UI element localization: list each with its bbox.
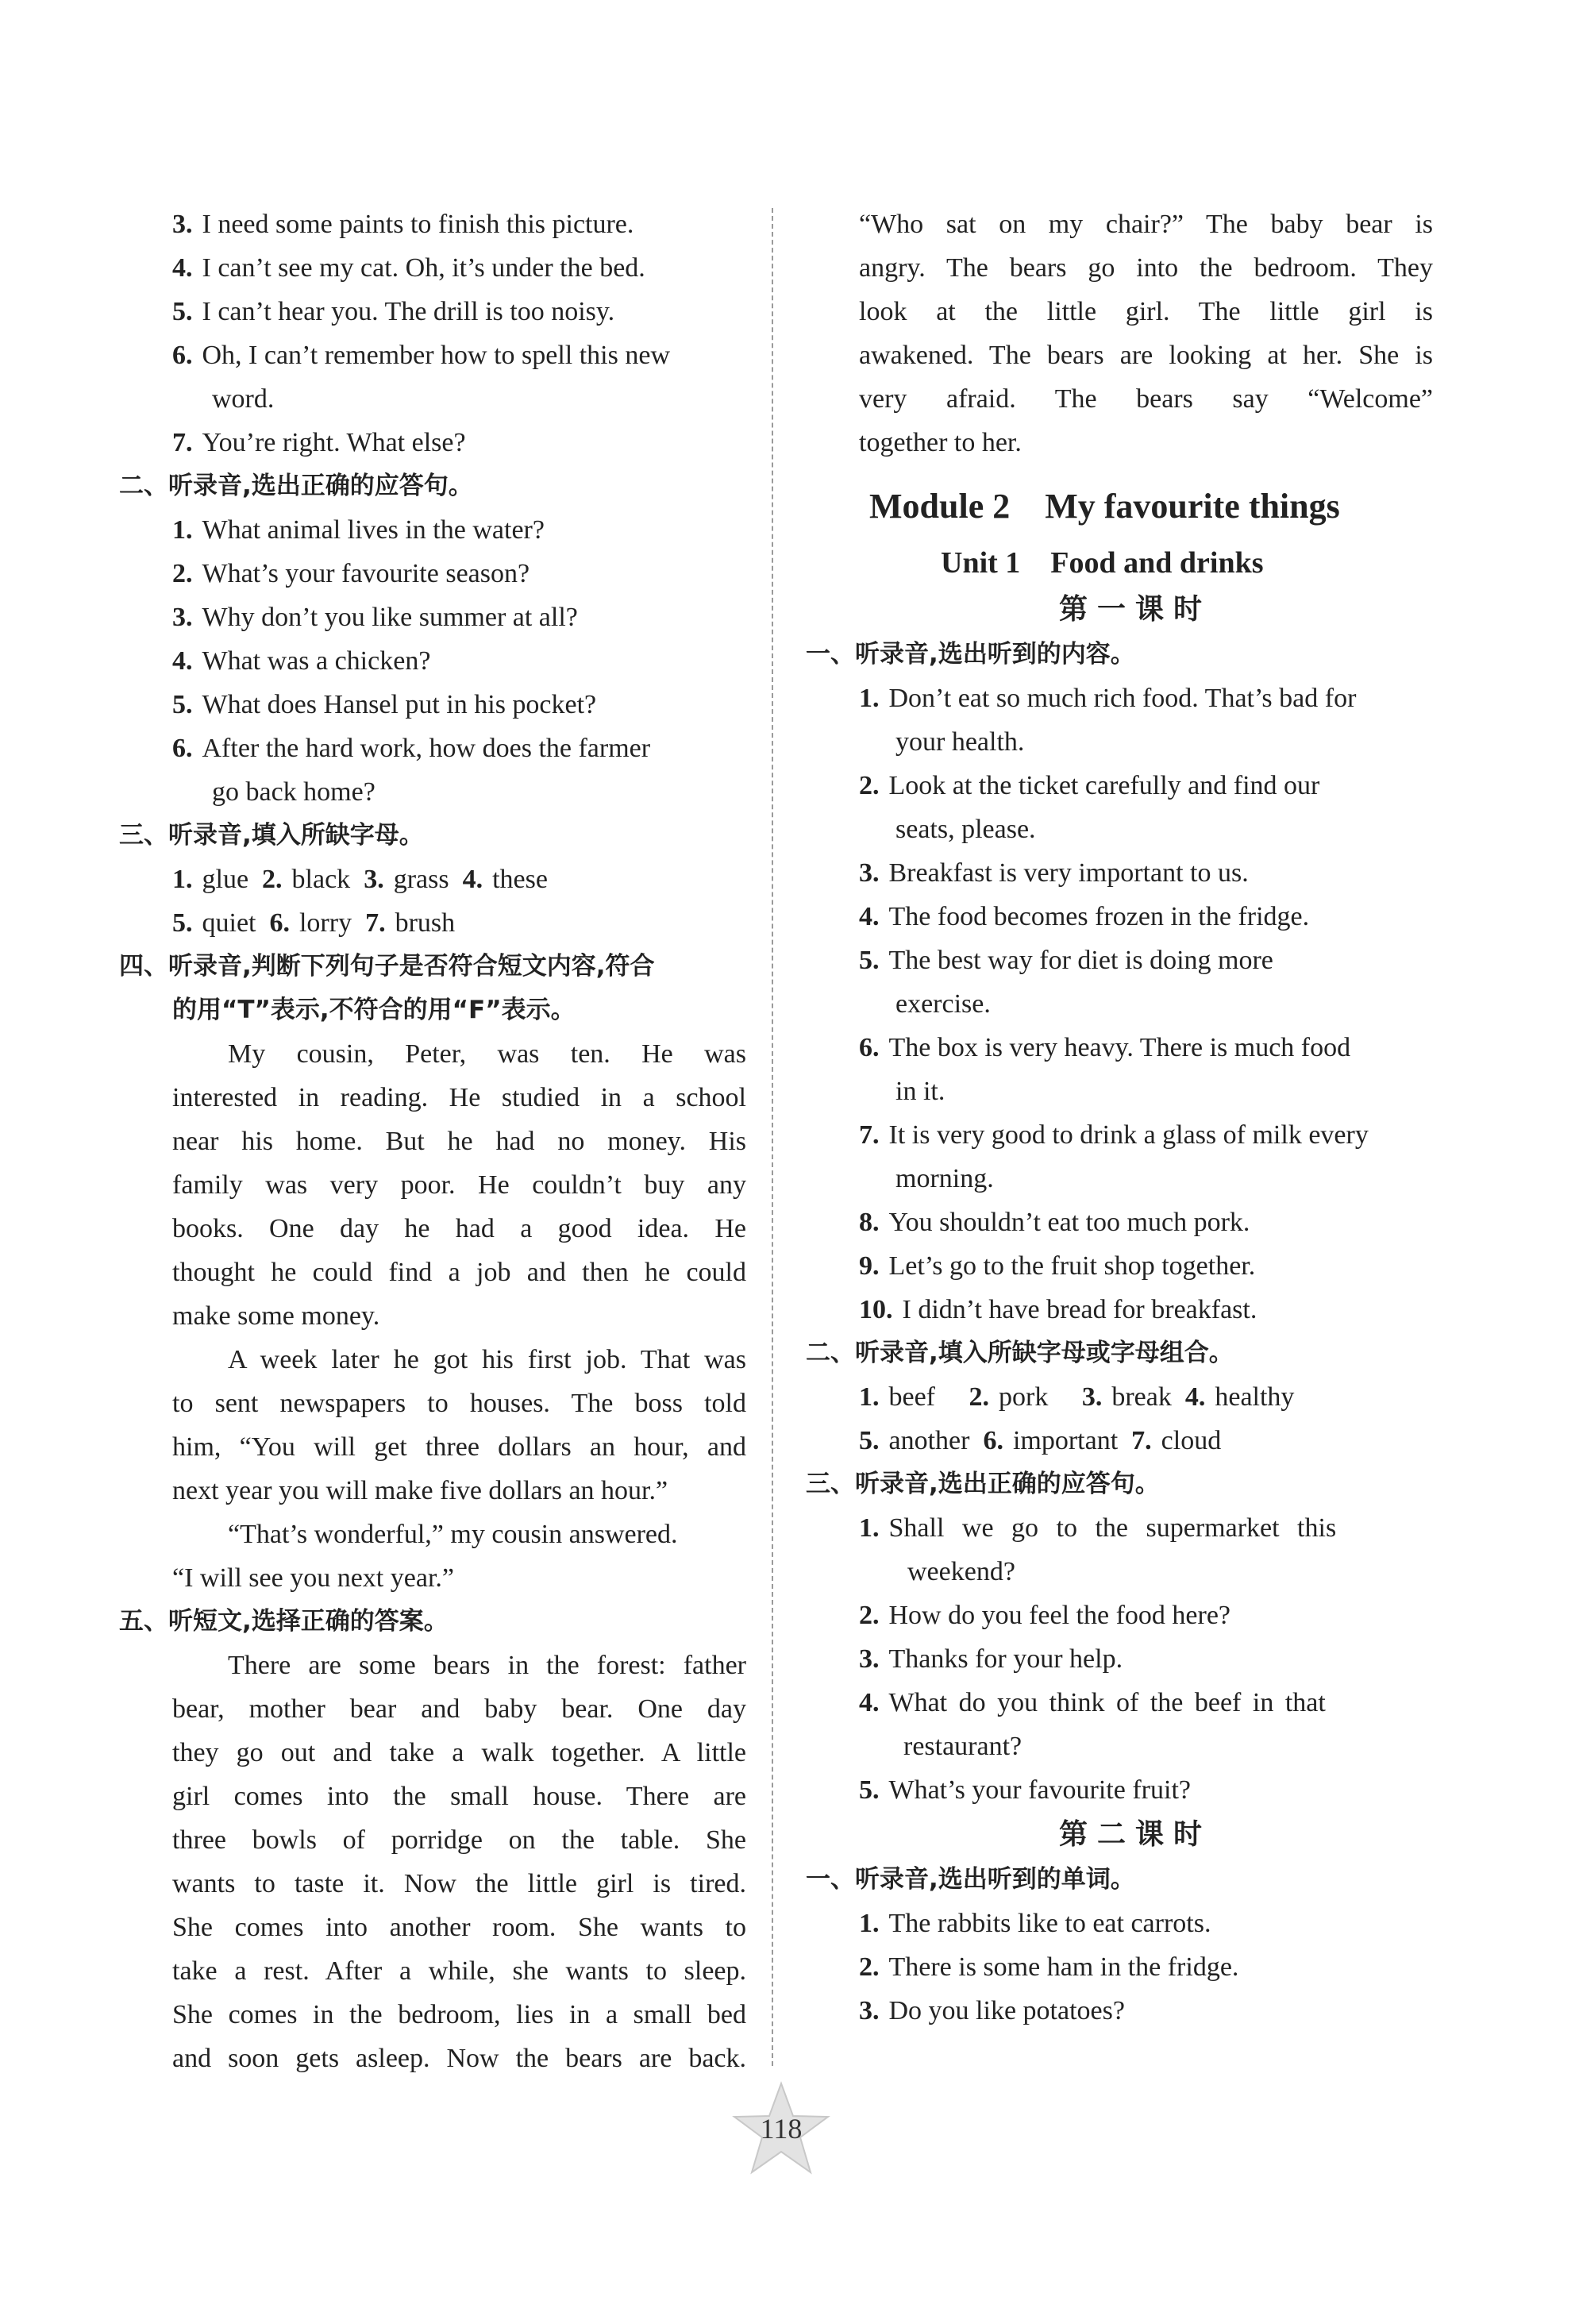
passage-line: thought he could find a job and then he could <box>172 1258 746 1287</box>
passage-line: and soon gets asleep. Now the bears are back. <box>172 2044 746 2073</box>
section-title-5: 五、听短文,选择正确的答案。 <box>119 1607 449 1636</box>
list-item-continuation: restaurant? <box>903 1732 1022 1761</box>
list-item: 1. Shall we go to the supermarket this <box>859 1513 1337 1543</box>
passage-line: “I will see you next year.” <box>172 1563 454 1593</box>
list-item: 1. Don’t eat so much rich food. That’s bad for <box>859 684 1357 713</box>
list-item: 4. I can’t see my cat. Oh, it’s under the bed. <box>172 253 645 283</box>
list-item-continuation: morning. <box>895 1164 994 1193</box>
list-item-continuation: seats, please. <box>895 815 1036 844</box>
list-item-continuation: your health. <box>895 727 1025 757</box>
list-item: 3. I need some paints to finish this picture. <box>172 210 634 239</box>
section-title-4: 四、听录音,判断下列句子是否符合短文内容,符合 <box>119 952 655 981</box>
column-divider <box>772 208 773 2066</box>
list-item: 8. You shouldn’t eat too much pork. <box>859 1208 1250 1237</box>
list-item: 2. There is some ham in the fridge. <box>859 1952 1239 1982</box>
list-item: 6. Oh, I can’t remember how to spell this new <box>172 341 671 370</box>
list-item: 4. What was a chicken? <box>172 646 431 676</box>
section-title-r1: 一、听录音,选出听到的内容。 <box>806 640 1135 669</box>
section-title-2: 二、听录音,选出正确的应答句。 <box>119 472 473 500</box>
list-item: 5. I can’t hear you. The drill is too noisy. <box>172 297 615 326</box>
left-section1-items <box>119 202 746 464</box>
passage-line: “That’s wonderful,” my cousin answered. <box>228 1520 678 1549</box>
passage-line: look at the little girl. The little girl is <box>859 297 1433 326</box>
list-item: 1. What animal lives in the water? <box>172 515 545 545</box>
section-title-4-cont: 的用“T”表示,不符合的用“F”表示。 <box>172 996 576 1024</box>
list-item: 7. You’re right. What else? <box>172 428 466 457</box>
list-item-continuation: word. <box>212 384 275 414</box>
passage-line: interested in reading. He studied in a school <box>172 1083 746 1112</box>
list-item-continuation: exercise. <box>895 989 991 1019</box>
right-column <box>806 202 1433 2033</box>
passage-line: girl comes into the small house. There are <box>172 1782 746 1811</box>
list-item: 5. The best way for diet is doing more <box>859 946 1273 975</box>
passage-line: very afraid. The bears say “Welcome” <box>859 384 1433 414</box>
list-item: 2. How do you feel the food here? <box>859 1601 1231 1630</box>
unit-title: Unit 1 Food and drinks <box>941 546 1264 580</box>
lesson-title-1: 第一课时 <box>1058 593 1211 626</box>
list-item: 3. Breakfast is very important to us. <box>859 858 1249 888</box>
answer-row: 5. quiet 6. lorry 7. brush <box>172 908 456 938</box>
answer-row: 1. glue 2. black 3. grass 4. these <box>172 865 548 894</box>
passage-line: “Who sat on my chair?” The baby bear is <box>859 210 1433 239</box>
lesson-title-2: 第二课时 <box>1058 1818 1211 1851</box>
section-title-r3: 三、听录音,选出正确的应答句。 <box>806 1470 1160 1498</box>
passage-line: A week later he got his first job. That was <box>228 1345 746 1374</box>
passage-line: three bowls of porridge on the table. She <box>172 1825 746 1855</box>
list-item: 3. Why don’t you like summer at all? <box>172 603 578 632</box>
list-item-continuation: go back home? <box>212 777 375 807</box>
section-title-r4: 一、听录音,选出听到的单词。 <box>806 1865 1135 1894</box>
list-item: 2. What’s your favourite season? <box>172 559 530 588</box>
list-item-continuation: in it. <box>895 1077 945 1106</box>
section-title-3: 三、听录音,填入所缺字母。 <box>119 821 424 850</box>
passage-line: She comes into another room. She wants to <box>172 1913 746 1942</box>
list-item: 2. Look at the ticket carefully and find our <box>859 771 1320 800</box>
passage-line: My cousin, Peter, was ten. He was <box>228 1039 746 1069</box>
section-title-r2: 二、听录音,填入所缺字母或字母组合。 <box>806 1339 1234 1367</box>
passage-line: to sent newspapers to houses. The boss told <box>172 1389 746 1418</box>
passage-line: family was very poor. He couldn’t buy any <box>172 1170 746 1200</box>
list-item: 9. Let’s go to the fruit shop together. <box>859 1251 1256 1281</box>
left-column <box>119 202 746 2080</box>
passage-line: take a rest. After a while, she wants to sleep. <box>172 1956 746 1986</box>
page-number-badge <box>730 2080 833 2179</box>
passage-line: wants to taste it. Now the little girl is tired. <box>172 1869 746 1898</box>
passage-line: make some money. <box>172 1301 380 1331</box>
left-section2-items <box>119 508 746 814</box>
passage-line: angry. The bears go into the bedroom. They <box>859 253 1433 283</box>
passage-line: him, “You will get three dollars an hour, and <box>172 1432 746 1462</box>
passage-line: near his home. But he had no money. His <box>172 1127 746 1156</box>
list-item: 3. Thanks for your help. <box>859 1644 1123 1674</box>
list-item: 5. What does Hansel put in his pocket? <box>172 690 597 719</box>
list-item: 6. The box is very heavy. There is much food <box>859 1033 1351 1062</box>
module-title: Module 2 My favourite things <box>869 487 1340 526</box>
passage-line: they go out and take a walk together. A little <box>172 1738 746 1767</box>
passage-line: bear, mother bear and baby bear. One day <box>172 1694 746 1724</box>
passage-line: books. One day he had a good idea. He <box>172 1214 746 1243</box>
list-item: 5. What’s your favourite fruit? <box>859 1775 1191 1805</box>
passage-line: next year you will make five dollars an hour.” <box>172 1476 668 1505</box>
answer-row: 1. beef 2. pork 3. break 4. healthy <box>859 1382 1295 1412</box>
list-item: 4. The food becomes frozen in the fridge. <box>859 902 1310 931</box>
page-number: 118 <box>760 2113 803 2145</box>
passage-line: She comes in the bedroom, lies in a small bed <box>172 2000 746 2029</box>
list-item: 3. Do you like potatoes? <box>859 1996 1125 2025</box>
list-item: 7. It is very good to drink a glass of milk every <box>859 1120 1369 1150</box>
list-item: 1. The rabbits like to eat carrots. <box>859 1909 1211 1938</box>
list-item: 4. What do you think of the beef in that <box>859 1688 1326 1717</box>
passage-line: together to her. <box>859 428 1022 457</box>
answer-row: 5. another 6. important 7. cloud <box>859 1426 1222 1455</box>
passage-line: There are some bears in the forest: father <box>228 1651 746 1680</box>
list-item: 6. After the hard work, how does the farmer <box>172 734 651 763</box>
list-item: 10. I didn’t have bread for breakfast. <box>859 1295 1257 1324</box>
list-item-continuation: weekend? <box>907 1557 1015 1586</box>
passage-line: awakened. The bears are looking at her. She is <box>859 341 1433 370</box>
